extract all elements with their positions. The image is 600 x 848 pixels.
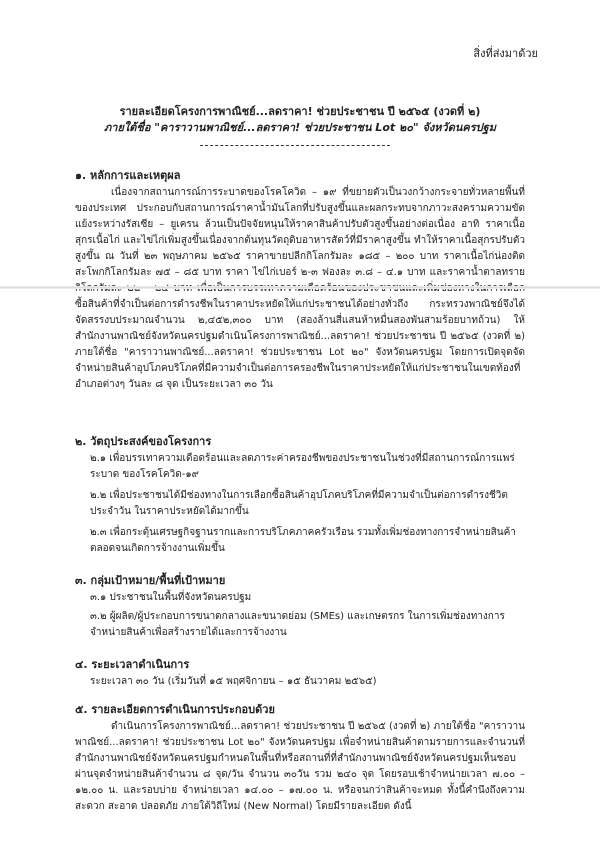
- section-2-item: ๒.๓ เพื่อกระตุ้นเศรษฐกิจฐานรากและการบริโภคภาคครัวเรือน รวมทั้งเพิ่มช่องทางการจำหน่ายสินค้าตลอดจนเกิดการจ้างงานเพิ่มขึ้น: [90, 527, 516, 554]
- title-divider: [200, 145, 390, 146]
- section-2-heading: ๒. วัตถุประสงค์ของโครงการ: [75, 435, 212, 448]
- section-3-item: ๓.๒ ผู้ผลิต/ผู้ประกอบการขนาดกลางและขนาดย่อม (SMEs) และเกษตรกร ในการเพิ่มช่องทางการจำหน่ายสินค้าเพื่อสร้างรายได้และการจ้างงาน: [90, 611, 505, 638]
- document-title: รายละเอียดโครงการพาณิชย์...ลดราคา! ช่วยประชาชน ปี ๒๕๖๕ (งวดที่ ๒): [119, 105, 481, 118]
- document-subtitle: ภายใต้ชื่อ "คาราวานพาณิชย์...ลดราคา! ช่วยประชาชน Lot ๒๐" จังหวัดนครปฐม: [104, 121, 496, 134]
- paper-fold: [0, 286, 600, 289]
- section-5-heading: ๕. รายละเอียดการดำเนินการประกอบด้วย: [75, 703, 275, 716]
- attachment-label: สิ่งที่ส่งมาด้วย: [473, 47, 538, 60]
- section-1-heading: ๑. หลักการและเหตุผล: [75, 169, 181, 182]
- section-4-text: ระยะเวลา ๓๐ วัน (เริ่มวันที่ ๑๕ พฤศจิกายน – ๑๕ ธันวาคม ๒๕๖๕): [90, 676, 377, 687]
- section-1-paragraph: เนื่องจากสถานการณ์การระบาดของโรคโควิด – ๑๙ ที่ขยายตัวเป็นวงกว้างกระจายทั่วหลายพื้นที่ของประเทศ ประกอบกับสถานการณ์ราคาน้ำมันโลกที่ปรับสูงขึ้นและผลกระทบจากภาวะสงครามความขัดแย้งระหว่างรัสเซีย – ยูเครน ล้วนเป็นปัจจัยหนุนให้ราคาสินค้าปรับตัวสูงขึ้นอย่างต่อเนื่อง อาทิ ราคาเนื้อสุกรเนื้อไก่ และไข่ไก่เพิ่มสูงขึ้นเนื่องจากต้นทุนวัตถุดิบอาหารสัตว์ที่มีราคาสูงขึ้น ทำให้ราคาเนื้อสุกรปรับตัวสูงขึ้น ณ วันที่ ๒๓ พฤษภาคม ๒๕๖๕ ราคาขายปลีกกิโลกรัมละ ๑๘๕ – ๒๐๐ บาท ราคาเนื้อไก่น่องติดสะโพกกิโลกรัมละ ๗๕ – ๘๕ บาท ราคา ไข่ไก่เบอร์ ๒-๓ ฟองละ ๓.๘ – ๔.๑ บาท และราคาน้ำตาลทราย ซื้อสินค้าที่จำเป็นต่อการดำรงชีพในราคาประหยัดให้แก่ประชาชนได้อย่างทั่วถึง กระทรวงพาณิชย์จึงได้จัดสรรงบประมาณจำนวน ๒,๔๕๒,๓๐๐ บาท (สองล้านสี่แสนห้าหมื่นสองพันสามร้อยบาทถ้วน) ให้สำนักงานพาณิชย์จังหวัดนครปฐมดำเนินโครงการพาณิชย์...ลดราคา! ช่วยประชาชน ปี ๒๕๖๕ (งวดที่ ๒) ภายใต้ชื่อ "คาราวานพาณิชย์...ลดราคา! ช่วยประชาชน Lot ๒๐" จังหวัดนครปฐม โดยการเปิดจุดจัดจำหน่ายสินค้าอุปโภคบริโภคที่มีความจำเป็นต่อการครองชีพในราคาประหยัดให้แก่ประชาชนในเขตท้องที่อำเภอต่างๆ วันละ ๘ จุด เป็นระยะเวลา ๓๐ วัน: [75, 187, 525, 390]
- section-3-item: ๓.๑ ประชาชนในพื้นที่จังหวัดนครปฐม: [90, 592, 252, 603]
- section-4-heading: ๔. ระยะเวลาดำเนินการ: [75, 658, 190, 671]
- section-2-item: ๒.๒ เพื่อประชาชนได้มีช่องทางในการเลือกซื้อสินค้าอุปโภคบริโภคที่มีความจำเป็นต่อการดำรงชีวิตประจำวัน ในราคาประหยัดได้มากขึ้น: [90, 490, 508, 517]
- section-5-paragraph: ดำเนินการโครงการพาณิชย์...ลดราคา! ช่วยประชาชน ปี ๒๕๖๕ (งวดที่ ๒) ภายใต้ชื่อ "คาราวานพาณิชย์...ลดราคา! ช่วยประชาชน Lot ๒๐" จังหวัดนครปฐม เพื่อจำหน่ายสินค้าตามรายการและจำนวนที่สำนักงานพาณิชย์จังหวัดนครปฐมกำหนดในพื้นที่หรือสถานที่ที่สำนักงานพาณิชย์จังหวัดนครปฐมเห็นชอบ ผ่านจุดจำหน่ายสินค้าจำนวน ๘ จุด/วัน จำนวน ๓๐วัน รวม ๒๔๐ จุด โดยรอบเช้าจำหน่ายเวลา ๗.๐๐ – ๑๒.๐๐ น. และรอบบ่าย จำหน่ายเวลา ๑๔.๐๐ – ๑๗.๐๐ น. หรือจนกว่าสินค้าจะหมด ทั้งนี้คำนึงถึงความสะดวก สะอาด ปลอดภัย ภายใต้วิถีใหม่ (New Normal) โดยมีรายละเอียด ดังนี้: [75, 721, 525, 812]
- section-3-heading: ๓. กลุ่มเป้าหมาย/พื้นที่เป้าหมาย: [75, 574, 226, 587]
- section-2-item: ๒.๑ เพื่อบรรเทาความเดือดร้อนและลดภาระค่าครองชีพของประชาชนในช่วงที่มีสถานการณ์การแพร่ระบาด ของโรคโควิด-๑๙: [90, 453, 515, 480]
